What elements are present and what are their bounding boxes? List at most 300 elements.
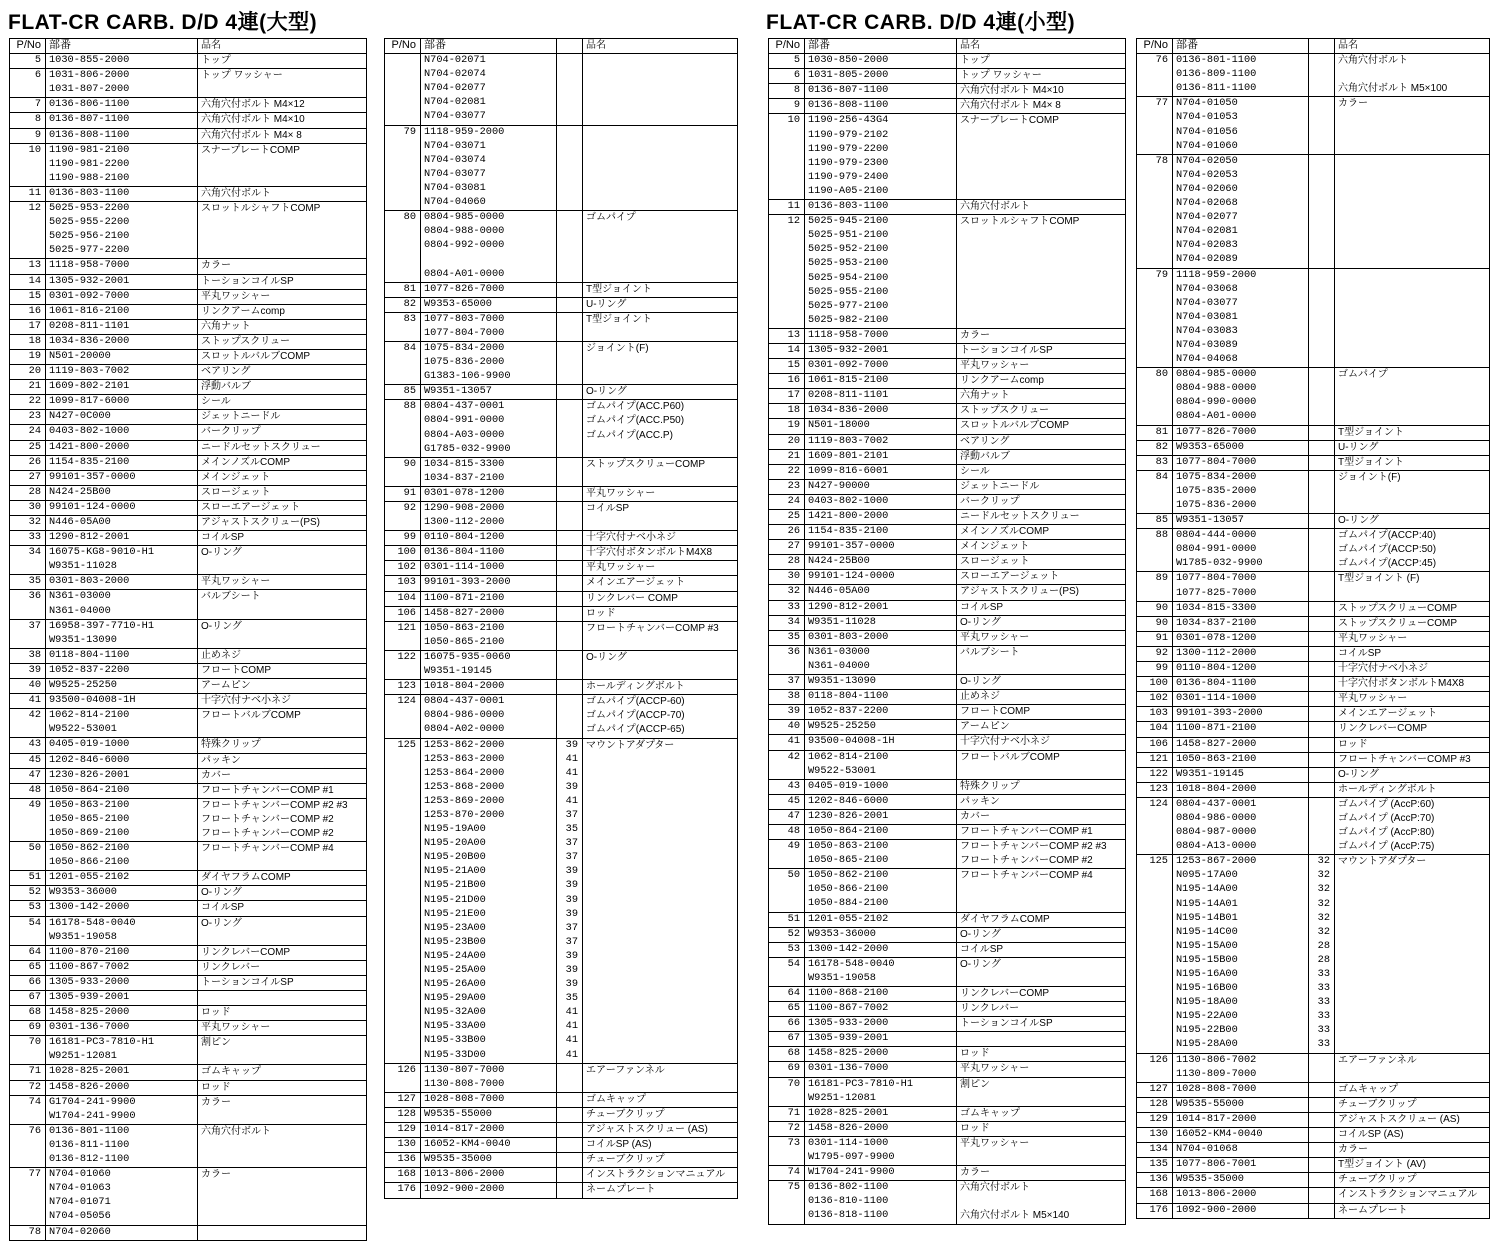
row-pno: 176 <box>385 1183 421 1197</box>
table-row <box>10 319 366 334</box>
row-part-number: N195-21E00 <box>421 908 557 922</box>
row-part-number: 5025-953-2200 <box>46 202 198 216</box>
row-part-name: 平丸ワッシャー <box>586 487 656 499</box>
row-size: 39 <box>557 739 583 753</box>
table-row <box>1137 898 1489 912</box>
row-part-name: O-リング <box>586 386 627 398</box>
row-pno <box>385 636 421 650</box>
parts-table-small-2 <box>1136 38 1490 1219</box>
row-part-number: W1785-032-9900 <box>1173 557 1309 571</box>
row-part-name: ゴムパイプ(ACCP-70) <box>586 710 685 722</box>
row-part-name: ゴムキャップ <box>960 1107 1020 1119</box>
table-row <box>10 1167 366 1182</box>
header-qty <box>1309 39 1335 53</box>
row-size <box>557 54 583 68</box>
row-pno: 38 <box>769 690 805 704</box>
row-part-name <box>1335 283 1489 297</box>
row-part-name <box>957 157 1125 171</box>
table-row <box>385 922 737 936</box>
row-part-name <box>1335 325 1489 339</box>
row-part-number: N501-20000 <box>46 350 198 364</box>
row-pno <box>1137 325 1173 339</box>
table-row <box>10 258 366 273</box>
row-pno: 27 <box>769 540 805 554</box>
row-part-number: 1034-836-2000 <box>46 335 198 349</box>
table-row <box>385 516 737 530</box>
row-pno <box>385 54 421 68</box>
table-row <box>10 545 366 560</box>
table-row <box>1137 253 1489 267</box>
row-size <box>1309 111 1335 125</box>
row-size <box>1309 722 1335 736</box>
table-row <box>10 349 366 364</box>
table-row <box>385 457 737 472</box>
row-pno: 90 <box>1137 617 1173 631</box>
row-size <box>1309 54 1335 68</box>
row-pno: 127 <box>1137 1083 1173 1097</box>
row-size <box>1309 297 1335 311</box>
table-row <box>10 900 366 915</box>
row-size <box>1309 97 1335 111</box>
row-part-name: チューブクリップ <box>586 1108 665 1120</box>
row-size: 39 <box>557 908 583 922</box>
row-part-number: N704-01053 <box>1173 111 1309 125</box>
row-part-name: 止めネジ <box>201 649 241 661</box>
table-row <box>769 1092 1125 1106</box>
row-part-number: 1050-866-2100 <box>805 883 957 897</box>
row-pno <box>1137 954 1173 968</box>
row-part-name: メインノズルCOMP <box>201 456 290 468</box>
row-size <box>557 1108 583 1122</box>
row-size <box>1309 82 1335 96</box>
table-row <box>10 1035 366 1050</box>
row-part-name <box>583 110 737 124</box>
row-part-name <box>1335 225 1489 239</box>
row-part-number: N195-21B00 <box>421 879 557 893</box>
table-row <box>769 494 1125 509</box>
table-row <box>385 297 737 312</box>
row-size <box>557 211 583 225</box>
header-name: 品名 <box>586 40 606 51</box>
row-part-number: 99101-393-2000 <box>421 576 557 590</box>
row-pno: 54 <box>10 917 46 931</box>
row-part-name: ホールディングボルト <box>586 681 685 693</box>
row-pno: 91 <box>385 487 421 501</box>
row-size <box>1309 768 1335 782</box>
row-part-number: N195-33A00 <box>421 1020 557 1034</box>
table-row <box>769 1001 1125 1016</box>
row-pno: 88 <box>385 400 421 414</box>
header-pno: P/No <box>385 39 421 53</box>
row-part-number: 0804-985-0000 <box>1173 368 1309 382</box>
row-part-number: N195-23A00 <box>421 922 557 936</box>
row-size: 35 <box>557 823 583 837</box>
row-pno <box>1137 912 1173 926</box>
row-part-name: リンクアームcomp <box>201 305 285 317</box>
row-part-number: 0118-804-1100 <box>46 649 198 663</box>
row-part-name: フロートバルブCOMP <box>201 710 301 722</box>
row-size <box>557 516 583 530</box>
row-part-name <box>198 605 366 619</box>
row-part-name: スロットルシャフトCOMP <box>960 216 1080 228</box>
row-part-name <box>583 851 737 865</box>
row-pno: 85 <box>1137 514 1173 528</box>
row-part-number: 0136-803-1100 <box>46 187 198 201</box>
row-part-number: N704-02081 <box>1173 225 1309 239</box>
row-size: 41 <box>557 795 583 809</box>
table-row <box>1137 485 1489 499</box>
row-part-number: 0301-114-1000 <box>421 561 557 575</box>
table-row <box>385 621 737 636</box>
row-part-number: 93500-04008-1H <box>46 694 198 708</box>
row-pno: 32 <box>10 516 46 530</box>
row-pno <box>10 605 46 619</box>
table-row <box>385 809 737 823</box>
table-row <box>10 1080 366 1095</box>
row-size <box>557 414 583 428</box>
row-part-number: 1253-867-2000 <box>1173 855 1309 869</box>
row-pno: 37 <box>10 620 46 634</box>
row-part-name: ゴムパイプ (AccP:75) <box>1338 841 1435 853</box>
row-pno <box>769 1151 805 1165</box>
table-row <box>769 1165 1125 1180</box>
table-row <box>10 485 366 500</box>
table-row <box>1137 840 1489 854</box>
row-part-name: リンクアームcomp <box>960 375 1044 387</box>
row-part-name: マウントアダプター <box>586 739 675 751</box>
row-part-name: ロッド <box>201 1007 231 1019</box>
row-part-number: 1099-817-6000 <box>46 395 198 409</box>
row-pno <box>1137 183 1173 197</box>
row-part-number: 1034-815-3300 <box>421 458 557 472</box>
table-row <box>1137 1053 1489 1068</box>
row-part-number: N704-01056 <box>1173 126 1309 140</box>
row-part-name <box>957 314 1125 328</box>
row-part-name: 六角穴付ボルト M4×12 <box>201 99 305 111</box>
row-pno <box>1137 1068 1173 1082</box>
table-row <box>1137 455 1489 470</box>
row-pno <box>1137 996 1173 1010</box>
table-row <box>1137 440 1489 455</box>
row-part-number: 5025-945-2100 <box>805 215 957 229</box>
row-pno: 19 <box>769 419 805 433</box>
table-row <box>385 1167 737 1182</box>
row-part-name: カラー <box>1338 1144 1368 1156</box>
row-pno <box>1137 557 1173 571</box>
row-pno <box>769 972 805 986</box>
table-row <box>1137 339 1489 353</box>
row-part-name <box>583 472 737 486</box>
table-row <box>1137 587 1489 601</box>
row-pno: 67 <box>769 1032 805 1046</box>
row-part-name: アジャストスクリュー(PS) <box>201 517 320 528</box>
row-pno <box>1137 1024 1173 1038</box>
row-pno <box>769 854 805 868</box>
table-row <box>769 214 1125 229</box>
table-row <box>1137 557 1489 571</box>
table-row <box>769 942 1125 957</box>
table-row <box>769 257 1125 271</box>
table-row <box>10 1210 366 1224</box>
row-part-name: T型ジョイント <box>586 313 652 325</box>
row-pno: 126 <box>385 1064 421 1078</box>
row-size <box>557 1168 583 1182</box>
row-pno: 34 <box>10 546 46 560</box>
table-row <box>1137 631 1489 646</box>
table-row <box>385 530 737 545</box>
table-row <box>10 1005 366 1020</box>
row-part-number: 1050-865-2100 <box>46 813 198 827</box>
row-part-name: 十字穴付ナベ小ネジ <box>586 532 676 544</box>
row-pno: 11 <box>769 200 805 214</box>
row-part-number: 0804-986-0000 <box>421 709 557 723</box>
row-part-number: 0804-992-0000 <box>421 239 557 253</box>
row-part-number: 0804-A02-0000 <box>421 723 557 737</box>
table-row <box>385 964 737 978</box>
table-row <box>10 916 366 931</box>
table-row <box>769 912 1125 927</box>
table-row <box>385 110 737 124</box>
row-size: 39 <box>557 865 583 879</box>
row-part-number: 1028-808-7000 <box>1173 1083 1309 1097</box>
row-part-name <box>1335 339 1489 353</box>
row-size <box>1309 325 1335 339</box>
row-part-name: O-リング <box>960 958 1001 970</box>
row-part-number: 1130-809-7000 <box>1173 1068 1309 1082</box>
row-pno <box>1137 410 1173 424</box>
row-pno: 13 <box>10 259 46 273</box>
table-row <box>10 274 366 289</box>
row-pno: 136 <box>385 1153 421 1167</box>
row-pno: 28 <box>10 486 46 500</box>
row-pno <box>1137 111 1173 125</box>
table-row <box>769 418 1125 433</box>
row-part-name: 浮動バルブ <box>960 450 1010 462</box>
row-pno: 83 <box>385 313 421 327</box>
row-part-number: 1061-816-2100 <box>46 305 198 319</box>
row-part-name: 平丸ワッシャー <box>201 1022 271 1034</box>
row-pno: 80 <box>385 211 421 225</box>
table-row <box>10 364 366 379</box>
row-part-name: ゴムパイプ (AccP:60) <box>1338 798 1435 810</box>
row-part-number: 0136-807-1100 <box>805 84 957 98</box>
row-part-name <box>198 158 366 172</box>
row-pno <box>385 68 421 82</box>
row-pno: 15 <box>10 290 46 304</box>
row-size <box>1309 1188 1335 1202</box>
row-part-number: 1119-803-7002 <box>46 365 198 379</box>
row-part-name: フロートチャンバーCOMP #2 <box>201 813 334 825</box>
row-part-name: 平丸ワッシャー <box>960 631 1030 643</box>
row-size <box>1309 499 1335 513</box>
row-pno: 69 <box>10 1021 46 1035</box>
row-pno: 123 <box>385 680 421 694</box>
row-part-number: N704-02071 <box>421 54 557 68</box>
row-part-number: 1118-958-7000 <box>46 259 198 273</box>
table-row <box>769 343 1125 358</box>
row-pno <box>1137 140 1173 154</box>
row-part-name <box>1335 183 1489 197</box>
row-pno: 92 <box>385 502 421 516</box>
row-size <box>557 680 583 694</box>
row-part-number: 1190-979-2102 <box>805 129 957 143</box>
table-row <box>1137 499 1489 513</box>
table-row <box>10 230 366 244</box>
row-part-name: O-リング <box>960 676 1001 688</box>
table-row <box>1137 1157 1489 1172</box>
row-pno <box>769 1092 805 1106</box>
row-pno: 48 <box>769 825 805 839</box>
row-pno: 23 <box>769 480 805 494</box>
row-part-number: 0804-A01-0000 <box>1173 410 1309 424</box>
table-row <box>385 865 737 879</box>
table-row <box>10 201 366 216</box>
row-size <box>1309 1083 1335 1097</box>
row-part-name <box>583 908 737 922</box>
row-part-number: 0804-437-0001 <box>1173 798 1309 812</box>
row-pno <box>385 253 421 267</box>
row-part-name: 六角ナット <box>201 320 251 332</box>
row-pno: 18 <box>769 404 805 418</box>
row-pno: 49 <box>10 799 46 813</box>
row-part-number: 1190-979-2200 <box>805 143 957 157</box>
row-part-number: W9351-13057 <box>1173 514 1309 528</box>
row-part-name: リンクレバー <box>960 1003 1020 1015</box>
row-part-number: N704-02083 <box>1173 239 1309 253</box>
row-pno: 76 <box>1137 54 1173 68</box>
row-part-name: ジェットニードル <box>960 480 1040 492</box>
row-size <box>1309 456 1335 470</box>
table-row <box>769 750 1125 765</box>
row-part-name: チューブクリップ <box>1338 1098 1417 1110</box>
table-row <box>1137 169 1489 183</box>
row-part-name: O-リング <box>1338 515 1379 527</box>
table-row <box>385 767 737 781</box>
row-part-number: 1118-959-2000 <box>421 126 557 140</box>
table-row <box>769 1061 1125 1076</box>
row-part-name: コイルSP <box>201 902 245 914</box>
row-part-number: 1421-800-2000 <box>46 441 198 455</box>
row-size <box>1309 692 1335 706</box>
row-part-number: 1031-806-2000 <box>46 69 198 83</box>
row-pno: 24 <box>769 495 805 509</box>
table-row <box>385 154 737 168</box>
row-pno: 40 <box>769 720 805 734</box>
row-pno <box>385 516 421 530</box>
table-row <box>769 839 1125 854</box>
row-part-name: 平丸ワッシャー <box>960 1137 1030 1149</box>
row-part-name <box>957 171 1125 185</box>
row-size <box>557 607 583 621</box>
row-size <box>1309 441 1335 455</box>
row-pno: 84 <box>1137 471 1173 485</box>
row-part-name <box>1335 68 1489 82</box>
table-row <box>10 1064 366 1079</box>
row-part-name: ゴムキャップ <box>1338 1083 1398 1095</box>
row-part-number: W9351-13090 <box>805 675 957 689</box>
table-row <box>769 143 1125 157</box>
table-row <box>10 885 366 900</box>
row-pno <box>385 753 421 767</box>
row-part-name <box>583 865 737 879</box>
row-part-name: アジャストスクリュー (AS) <box>586 1124 708 1136</box>
row-pno: 99 <box>385 531 421 545</box>
row-part-number: N361-04000 <box>805 660 957 674</box>
row-pno: 64 <box>769 987 805 1001</box>
row-part-name: シール <box>960 465 990 477</box>
table-header <box>1137 39 1489 54</box>
row-part-name: 平丸ワッシャー <box>586 562 656 574</box>
row-size <box>557 96 583 110</box>
row-size <box>1309 1054 1335 1068</box>
row-part-name: トップ <box>201 55 231 67</box>
row-part-number: N361-04000 <box>46 605 198 619</box>
row-size: 39 <box>557 781 583 795</box>
row-size <box>557 636 583 650</box>
table-row <box>10 1182 366 1196</box>
row-part-name: リンクレバー COMP <box>586 592 678 604</box>
row-pno: 90 <box>1137 602 1173 616</box>
row-size <box>557 1078 583 1092</box>
table-row <box>10 143 366 158</box>
row-part-name: 六角穴付ボルト M4×10 <box>201 114 305 126</box>
table-row <box>385 575 737 590</box>
row-part-number: 0136-801-1100 <box>46 1125 198 1139</box>
table-row <box>385 54 737 68</box>
row-part-name: ゴムキャップ <box>586 1093 646 1105</box>
row-pno: 70 <box>10 1036 46 1050</box>
table-row <box>10 813 366 827</box>
row-size <box>1309 396 1335 410</box>
row-part-name <box>1335 269 1489 283</box>
table-row <box>769 272 1125 286</box>
row-part-number: N704-02060 <box>1173 183 1309 197</box>
row-size <box>1309 753 1335 767</box>
table-row <box>769 660 1125 674</box>
row-part-number: 1300-142-2000 <box>46 901 198 915</box>
row-part-name <box>583 767 737 781</box>
row-size <box>557 356 583 370</box>
row-size <box>1309 339 1335 353</box>
row-pno <box>1137 485 1173 499</box>
row-pno <box>385 723 421 737</box>
row-pno: 20 <box>769 435 805 449</box>
row-part-name: バークリップ <box>960 495 1020 507</box>
row-pno <box>1137 297 1173 311</box>
row-size <box>557 651 583 665</box>
row-pno: 47 <box>10 769 46 783</box>
table-row <box>385 665 737 679</box>
row-pno: 103 <box>385 576 421 590</box>
table-row <box>1137 1082 1489 1097</box>
row-size <box>557 546 583 560</box>
row-pno: 102 <box>385 561 421 575</box>
row-part-number: 1458-825-2000 <box>46 1006 198 1020</box>
row-pno <box>385 168 421 182</box>
row-part-number: N704-02053 <box>1173 169 1309 183</box>
header-part: 部番 <box>1173 39 1309 53</box>
row-part-number: 0403-802-1000 <box>805 495 957 509</box>
table-row <box>1137 239 1489 253</box>
row-part-number: 0301-078-1200 <box>1173 632 1309 646</box>
table-row <box>10 634 366 648</box>
row-part-number: N195-19A00 <box>421 823 557 837</box>
row-size <box>1309 485 1335 499</box>
row-part-number: 1305-933-2000 <box>805 1017 957 1031</box>
row-part-number: 1031-805-2000 <box>805 69 957 83</box>
table-row <box>385 168 737 182</box>
row-size <box>557 110 583 124</box>
